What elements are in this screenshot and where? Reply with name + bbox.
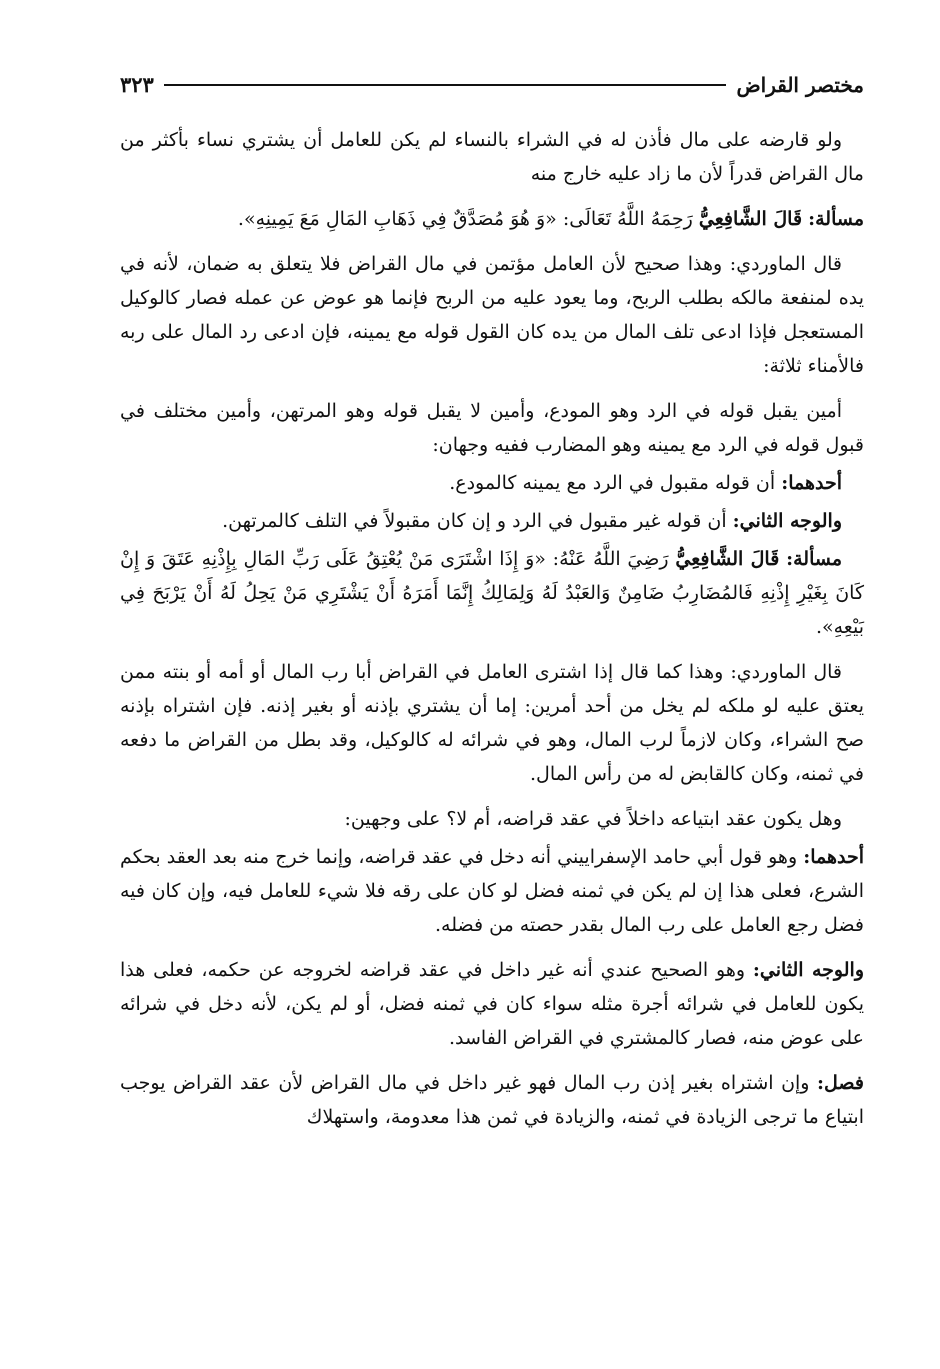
paragraph-text: قال الماوردي: وهذا صحيح لأن العامل مؤتمن في مال القراض فلا يتعلق به ضمان، لأنه في يده لمنفعة مالكه بطلب الربح، وما يعود عليه من الربح فإنما هو عوض عن عمله فصار كالوكيل المستعجل فإذا ادعى تلف المال من يده كان القول قوله مع يمينه، فإن ادعى رد المال على ربه فالأمناء ثلاثة: xyxy=(120,253,864,377)
point-label: أحدهما: xyxy=(781,472,842,494)
paragraph xyxy=(120,466,864,500)
point-label: والوجه الثاني: xyxy=(752,959,864,981)
paragraph-text: وهو قول أبي حامد الإسفراييني أنه دخل في عقد قراضه، وإنما خرج منه بعد العقد بحكم الشرع، فعلى هذا إن لم يكن في ثمنه فضل لو كان على رقه فلا شيء للعامل فيه، وإن كان فيه فضل رجع العامل على رب المال بقدر حصته من فضله. xyxy=(120,846,864,936)
masala-heading xyxy=(120,202,864,236)
page-header xyxy=(120,72,864,97)
author-name: قَالَ الشَّافِعِيُّ xyxy=(698,208,803,230)
quoted-text: رَضِيَ اللَّهُ عَنْهُ: «وَ إِذَا اشْتَرَى مَنْ يُعْتِقُ عَلَى رَبِّ المَالِ بِإِذْنِهِ عَتَقَ وَ إِنْ كَانَ بِغَيْرِ إِذْنِهِ فَالمُضَارِبُ ضَامِنٌ وَالعَبْدُ لَهُ وَلِمَالِكُ إِنَّمَا أَمَرَهُ أَنْ يَشْتَرِي مَنْ يَحِلُ لَهُ أَنْ يَرْبَحَ فِي بَيْعِهِ». xyxy=(120,548,864,638)
point-label: والوجه الثاني: xyxy=(732,510,842,532)
paragraph xyxy=(120,247,864,383)
paragraph xyxy=(120,394,864,462)
paragraph-text: أمين يقبل قوله في الرد وهو المودع، وأمين لا يقبل قوله وهو المرتهن، وأمين مختلف في قبول قوله في الرد مع يمينه وهو المضارب ففيه وجهان: xyxy=(120,400,864,456)
paragraph-text: ولو قارضه على مال فأذن له في الشراء بالنساء لم يكن للعامل أن يشتري نساء بأكثر من مال القراض قدراً لأن ما زاد عليه خارج منه xyxy=(120,129,864,185)
paragraph-text: وإن اشتراه بغير إذن رب المال فهو غير داخل في مال القراض لأن عقد القراض يوجب ابتياع ما ترجى الزيادة في ثمنه، والزيادة في ثمن هذا معدومة، واستهلاك xyxy=(120,1072,864,1128)
paragraph-text: أن قوله غير مقبول في الرد و إن كان مقبولاً في التلف كالمرتهن. xyxy=(222,510,727,532)
point-label: أحدهما: xyxy=(803,846,865,868)
paragraph-text: قال الماوردي: وهذا كما قال إذا اشترى العامل في القراض أبا رب المال أو أمه أو بنته ممن يعتق عليه لو ملكه لم يخل من أحد أمرين: إما أن يشتري بإذنه أو بغير إذنه. فإن اشتراه بإذنه صح الشراء، وكان لازماً لرب المال، وهو في شرائه له كالوكيل، وقد بطل من القراض ما دفعه في ثمنه، وكان كالقابض له من رأس المال. xyxy=(120,661,864,785)
paragraph xyxy=(120,802,864,836)
paragraph-text: أن قوله مقبول في الرد مع يمينه كالمودع. xyxy=(449,472,776,494)
author-name: قَالَ الشَّافِعِيُّ xyxy=(675,548,780,570)
running-title: مختصر القراض xyxy=(736,72,864,97)
paragraph-text: وهو الصحيح عندي أنه غير داخل في عقد قراضه لخروجه عن حكمه، فعلى هذا يكون للعامل في شرائه أجرة مثله سواء كان في ثمنه فضل، أو لم يكن، لأنه دخل في شرائه على عوض منه، فصار كالمشتري في القراض الفاسد. xyxy=(120,959,864,1049)
header-rule xyxy=(164,84,727,86)
paragraph xyxy=(120,655,864,791)
masala-label: مسألة: xyxy=(786,548,843,570)
masala-label: مسألة: xyxy=(808,208,864,230)
paragraph xyxy=(120,953,864,1055)
page-number: ٣٢٣ xyxy=(120,72,154,97)
section-label: فصل: xyxy=(817,1072,864,1094)
quoted-text: رَحِمَهُ اللَّهُ تَعَالَى: «وَ هُوَ مُصَدَّقٌ فِي ذَهَابِ المَالِ مَعَ يَمِينِهِ». xyxy=(237,208,693,230)
paragraph xyxy=(120,123,864,191)
masala-heading xyxy=(120,542,864,644)
section-paragraph xyxy=(120,1066,864,1134)
paragraph-text: وهل يكون عقد ابتياعه داخلاً في عقد قراضه، أم لا؟ على وجهين: xyxy=(344,808,842,830)
paragraph xyxy=(120,504,864,538)
page-body xyxy=(120,123,864,1134)
paragraph xyxy=(120,840,864,942)
